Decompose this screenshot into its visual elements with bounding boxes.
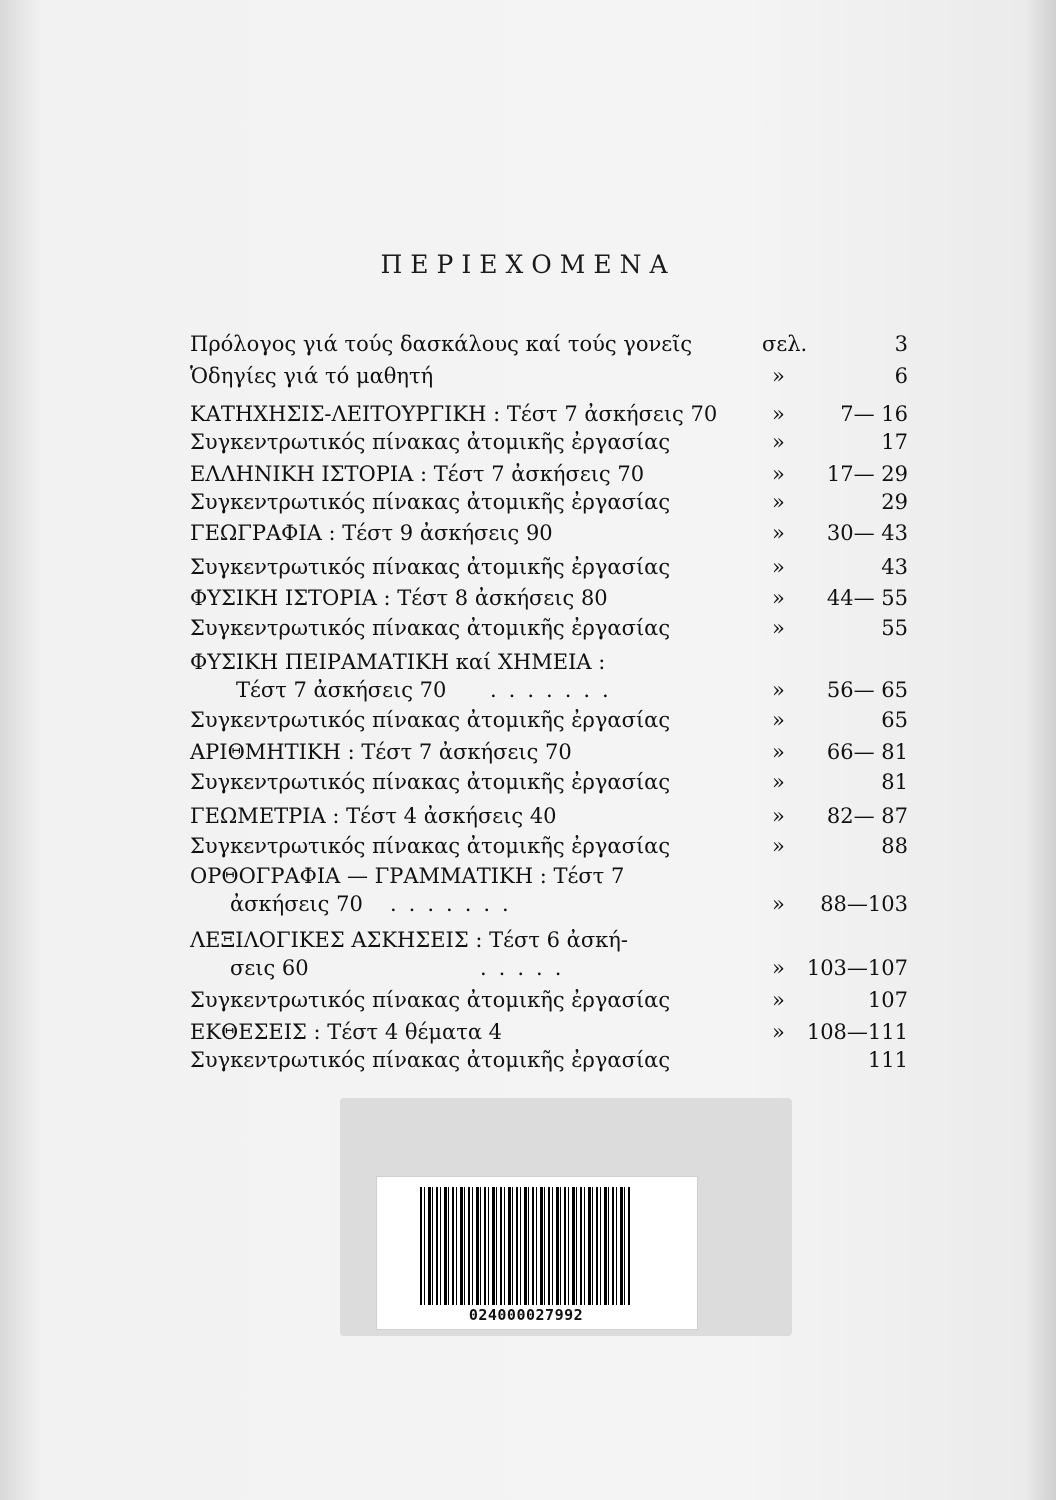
toc-entry-text: ΟΡΘΟΓΡΑΦΙΑ — ΓΡΑΜΜΑΤΙΚΗ : Τέστ 7 <box>190 864 625 888</box>
toc-entry <box>190 553 908 581</box>
toc-entry <box>190 584 908 612</box>
toc-entry-pages: 44— 55 <box>826 586 908 610</box>
toc-entry-pages: 43 <box>881 555 908 579</box>
toc-entry-mark: » <box>772 364 785 388</box>
toc-entry-text: Τέστ 7 ἀσκήσεις 70 <box>236 678 447 702</box>
toc-entry-mark: » <box>772 402 785 426</box>
toc-entry-mark: » <box>772 988 785 1012</box>
toc-entry-dots: ....... <box>490 678 621 702</box>
toc-entry-text: Συγκεντρωτικός πίνακας ἀτομικῆς ἐργασίας <box>190 555 671 579</box>
toc-entry-mark: » <box>772 770 785 794</box>
toc-entry-mark: » <box>772 892 785 916</box>
toc-entry-pages: 88 <box>881 834 908 858</box>
toc-entry-text: σεις 60 <box>230 956 309 980</box>
toc-entry <box>190 400 908 428</box>
toc-entry <box>190 706 908 734</box>
toc-entry-text: Συγκεντρωτικός πίνακας ἀτομικῆς ἐργασίας <box>190 770 671 794</box>
toc-entry <box>190 519 908 547</box>
toc-entry-text: Συγκεντρωτικός πίνακας ἀτομικῆς ἐργασίας <box>190 834 671 858</box>
toc-entry-text: ΕΚΘΕΣΕΙΣ : Τέστ 4 θέματα 4 <box>190 1020 503 1044</box>
toc-entry-mark: » <box>772 586 785 610</box>
toc-entry <box>190 488 908 516</box>
toc-entry-pages: 66— 81 <box>826 740 908 764</box>
toc-entry <box>190 1018 908 1046</box>
toc-entry-text: Συγκεντρωτικός πίνακας ἀτομικῆς ἐργασίας <box>190 490 671 514</box>
toc-entry-text: Πρόλογος γιά τούς δασκάλους καί τούς γονεῖς <box>190 332 693 356</box>
toc-entry-mark: » <box>772 430 785 454</box>
toc-entry <box>190 614 908 642</box>
toc-entry-mark: » <box>772 804 785 828</box>
toc-entry-text: ΓΕΩΜΕΤΡΙΑ : Τέστ 4 ἀσκήσεις 40 <box>190 804 557 828</box>
toc-entry-text: ΚΑΤΗΧΗΣΙΣ-ΛΕΙΤΟΥΡΓΙΚΗ : Τέστ 7 ἀσκήσεις 70 <box>190 402 718 426</box>
toc-entry-pages: 17 <box>881 430 908 454</box>
toc-entry-pages: 65 <box>881 708 908 732</box>
toc-entry-pages: 7— 16 <box>840 402 908 426</box>
toc-entry <box>190 986 908 1014</box>
toc-entry-text: Συγκεντρωτικός πίνακας ἀτομικῆς ἐργασίας <box>190 988 671 1012</box>
toc-entry <box>190 802 908 830</box>
toc-entry-pages: 30— 43 <box>826 521 908 545</box>
toc-entry-text: ΑΡΙΘΜΗΤΙΚΗ : Τέστ 7 ἀσκήσεις 70 <box>190 740 572 764</box>
toc-entry-pages: 29 <box>881 490 908 514</box>
toc-entry-mark: » <box>772 555 785 579</box>
toc-entry-text: Συγκεντρωτικός πίνακας ἀτομικῆς ἐργασίας <box>190 430 671 454</box>
toc-entry <box>190 648 908 676</box>
toc-entry-text: ἀσκήσεις 70 <box>230 892 363 916</box>
toc-entry <box>190 926 908 954</box>
toc-entry <box>190 330 908 358</box>
toc-entry-text: ΕΛΛΗΝΙΚΗ ΙΣΤΟΡΙΑ : Τέστ 7 ἀσκήσεις 70 <box>190 462 645 486</box>
toc-entry-dots: ..... <box>480 956 574 980</box>
toc-entry-mark: » <box>772 490 785 514</box>
toc-entry-text: ΛΕΞΙΛΟΓΙΚΕΣ ΑΣΚΗΣΕΙΣ : Τέστ 6 ἀσκή- <box>190 928 628 952</box>
toc-entry-mark: » <box>772 956 785 980</box>
toc-entry-text: ΓΕΩΓΡΑΦΙΑ : Τέστ 9 ἀσκήσεις 90 <box>190 521 553 545</box>
toc-entry <box>190 460 908 488</box>
toc-entry-pages: 107 <box>867 988 908 1012</box>
toc-entry-dots: ....... <box>390 892 521 916</box>
toc-entry-pages: 55 <box>881 616 908 640</box>
toc-entry-text: Συγκεντρωτικός πίνακας ἀτομικῆς ἐργασίας <box>190 616 671 640</box>
toc-entry-pages: 108—111 <box>806 1020 908 1044</box>
toc-entry-mark: σελ. <box>762 332 808 356</box>
toc-entry-mark: » <box>772 521 785 545</box>
toc-entry <box>190 954 908 982</box>
toc-entry <box>190 676 908 704</box>
toc-entry-pages: 3 <box>894 332 908 356</box>
toc-entry-mark: » <box>772 616 785 640</box>
toc-entry-pages: 88—103 <box>820 892 908 916</box>
barcode-number: 024000027992 <box>468 1306 584 1324</box>
toc-entry-mark: » <box>772 462 785 486</box>
toc-entry-text: Συγκεντρωτικός πίνακας ἀτομικῆς ἐργασίας <box>190 708 671 732</box>
toc-entry-text: Ὁδηγίες γιά τό μαθητή <box>190 364 434 388</box>
toc-entry-pages: 103—107 <box>806 956 908 980</box>
toc-entry <box>190 362 908 390</box>
toc-entry <box>190 832 908 860</box>
toc-entry <box>190 738 908 766</box>
toc-entry-text: Συγκεντρωτικός πίνακας ἀτομικῆς ἐργασίας <box>190 1048 671 1072</box>
toc-entry-mark: » <box>772 708 785 732</box>
toc-entry-pages: 82— 87 <box>826 804 908 828</box>
toc-entry-pages: 111 <box>867 1048 908 1072</box>
toc-entry <box>190 862 908 890</box>
toc-entry-pages: 17— 29 <box>826 462 908 486</box>
page-title: ΠΕΡΙΕΧΟΜΕΝΑ <box>380 250 676 279</box>
barcode-bars <box>420 1187 632 1305</box>
toc-entry-pages: 56— 65 <box>826 678 908 702</box>
toc-entry <box>190 768 908 796</box>
toc-entry-mark: » <box>772 1020 785 1044</box>
toc-entry <box>190 1046 908 1074</box>
toc-entry-text: ΦΥΣΙΚΗ ΙΣΤΟΡΙΑ : Τέστ 8 ἀσκήσεις 80 <box>190 586 608 610</box>
toc-entry <box>190 428 908 456</box>
toc-entry-pages: 81 <box>881 770 908 794</box>
toc-entry <box>190 890 908 918</box>
toc-entry-pages: 6 <box>894 364 908 388</box>
toc-entry-mark: » <box>772 834 785 858</box>
toc-entry-mark: » <box>772 678 785 702</box>
toc-entry-text: ΦΥΣΙΚΗ ΠΕΙΡΑΜΑΤΙΚΗ καί ΧΗΜΕΙΑ : <box>190 650 606 674</box>
toc-entry-mark: » <box>772 740 785 764</box>
